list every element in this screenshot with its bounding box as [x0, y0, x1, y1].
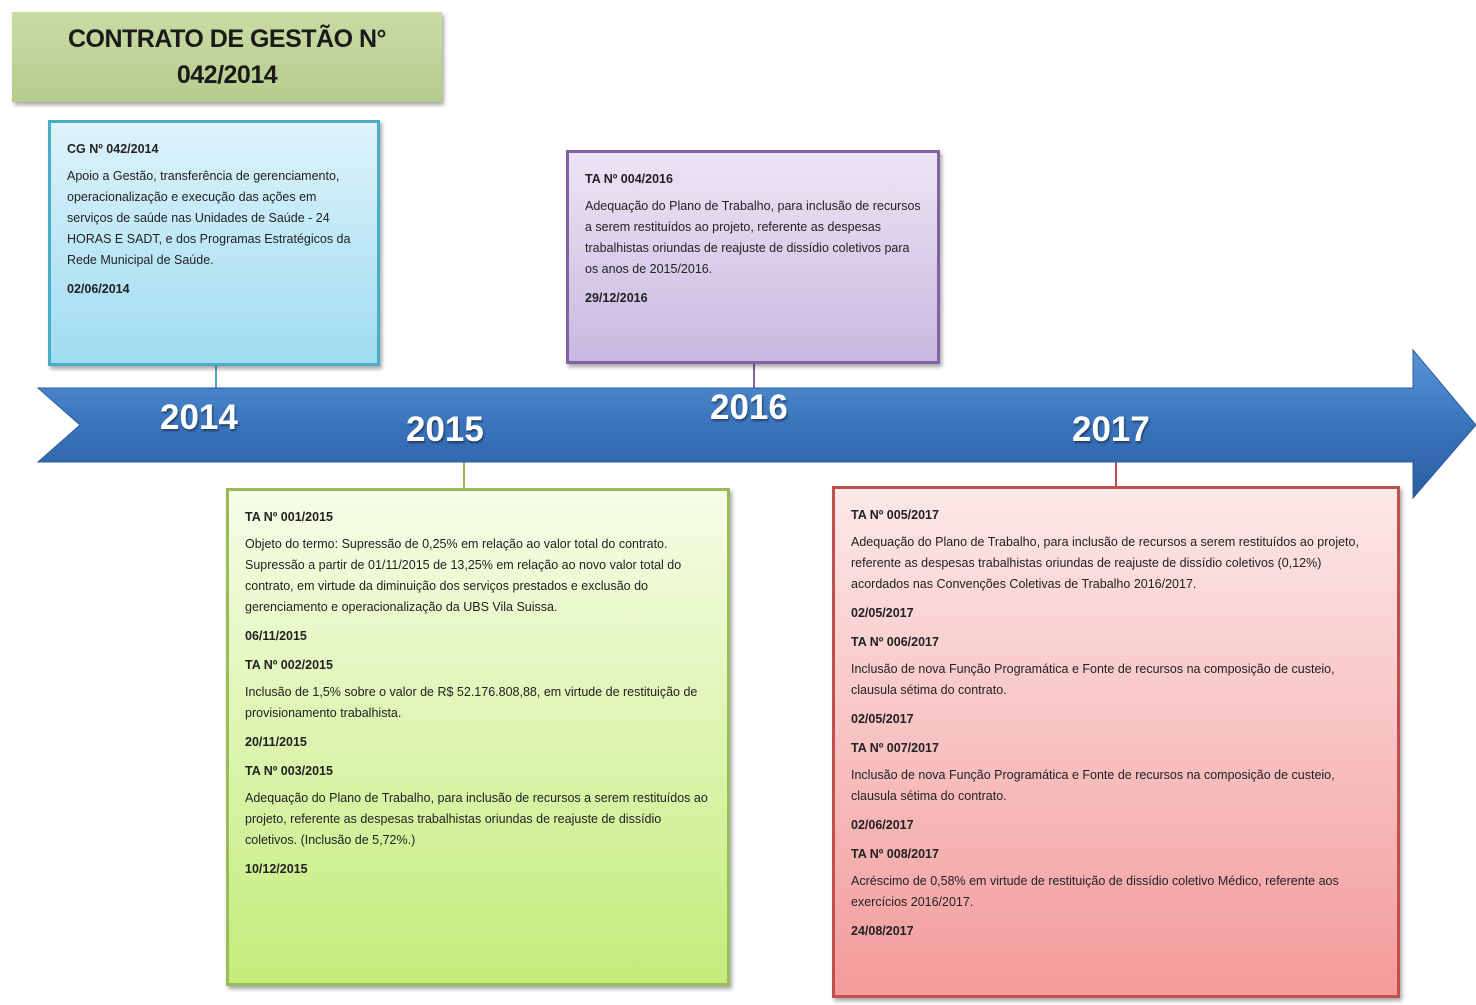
entry-date: 02/06/2017 [851, 818, 914, 832]
entry-date: 24/08/2017 [851, 924, 914, 938]
year-label-2016: 2016 [710, 388, 788, 427]
entry-title: TA Nº 003/2015 [245, 764, 333, 778]
entry-description: Inclusão de nova Função Programática e Fonte de recursos na composição de custeio, clausula sétima do contrato. [851, 768, 1335, 803]
card-2017 [832, 486, 1400, 998]
card-2015 [226, 488, 730, 986]
entry-description: Objeto do termo: Supressão de 0,25% em relação ao valor total do contrato. Supressão a partir de 01/11/2015 de 13,25% em relação ao novo valor total do contrato, em virtude da diminuição dos serviços prestados e exclusão do gerenciamento e operacionalização da UBS Vila Suissa. [245, 537, 682, 614]
year-label-2014: 2014 [160, 398, 238, 437]
entry-description: Adequação do Plano de Trabalho, para inclusão de recursos a serem restituídos ao projeto, referente as despesas trabalhistas oriundas de reajuste de dissídio coletivos. (Inclusão de 5,72%.) [245, 791, 708, 847]
entry-title: CG Nº 042/2014 [67, 142, 159, 156]
entry-title: TA Nº 001/2015 [245, 510, 333, 524]
entry-description: Apoio a Gestão, transferência de gerenciamento, operacionalização e execução das ações em serviços de saúde nas Unidades de Saúde - 24 HORAS E SADT, e dos Programas Estratégicos da Rede Municipal de Saúde. [67, 169, 351, 267]
entry-description: Inclusão de 1,5% sobre o valor de R$ 52.176.808,88, em virtude de restituição de provisionamento trabalhista. [245, 685, 698, 720]
card-2014 [48, 120, 380, 366]
entry-title: TA Nº 006/2017 [851, 635, 939, 649]
entry-title: TA Nº 002/2015 [245, 658, 333, 672]
title-line-1: CONTRATO DE GESTÃO N° [67, 25, 387, 53]
entry-date: 02/05/2017 [851, 606, 914, 620]
entry-title: TA Nº 008/2017 [851, 847, 939, 861]
entry-date: 20/11/2015 [245, 735, 307, 749]
entry-description: Adequação do Plano de Trabalho, para inclusão de recursos a serem restituídos ao projeto, referente as despesas trabalhistas oriundas de reajuste de dissídio coletivos para os anos de 2015/2016. [585, 199, 921, 276]
entry-date: 02/06/2014 [67, 282, 130, 296]
entry-date: 10/12/2015 [245, 862, 308, 876]
title-line-2: 042/2014 [176, 61, 278, 89]
entry-title: TA Nº 005/2017 [851, 508, 939, 522]
entry-date: 29/12/2016 [585, 291, 648, 305]
entry-description: Adequação do Plano de Trabalho, para inclusão de recursos a serem restituídos ao projeto, referente as despesas trabalhistas oriundas de reajuste de dissídio coletivos (0,12%) acordados nas Convenções Coletivas de Trabalho 2016/2017. [851, 535, 1359, 591]
entry-description: Acréscimo de 0,58% em virtude de restituição de dissídio coletivo Médico, referente aos exercícios 2016/2017. [851, 874, 1339, 909]
card-2016 [566, 150, 940, 364]
entry-date: 06/11/2015 [245, 629, 307, 643]
entry-title: TA Nº 004/2016 [585, 172, 673, 186]
year-label-2017: 2017 [1072, 410, 1150, 449]
year-label-2015: 2015 [406, 410, 484, 449]
entry-description: Inclusão de nova Função Programática e Fonte de recursos na composição de custeio, clausula sétima do contrato. [851, 662, 1335, 697]
entry-date: 02/05/2017 [851, 712, 914, 726]
entry-title: TA Nº 007/2017 [851, 741, 939, 755]
